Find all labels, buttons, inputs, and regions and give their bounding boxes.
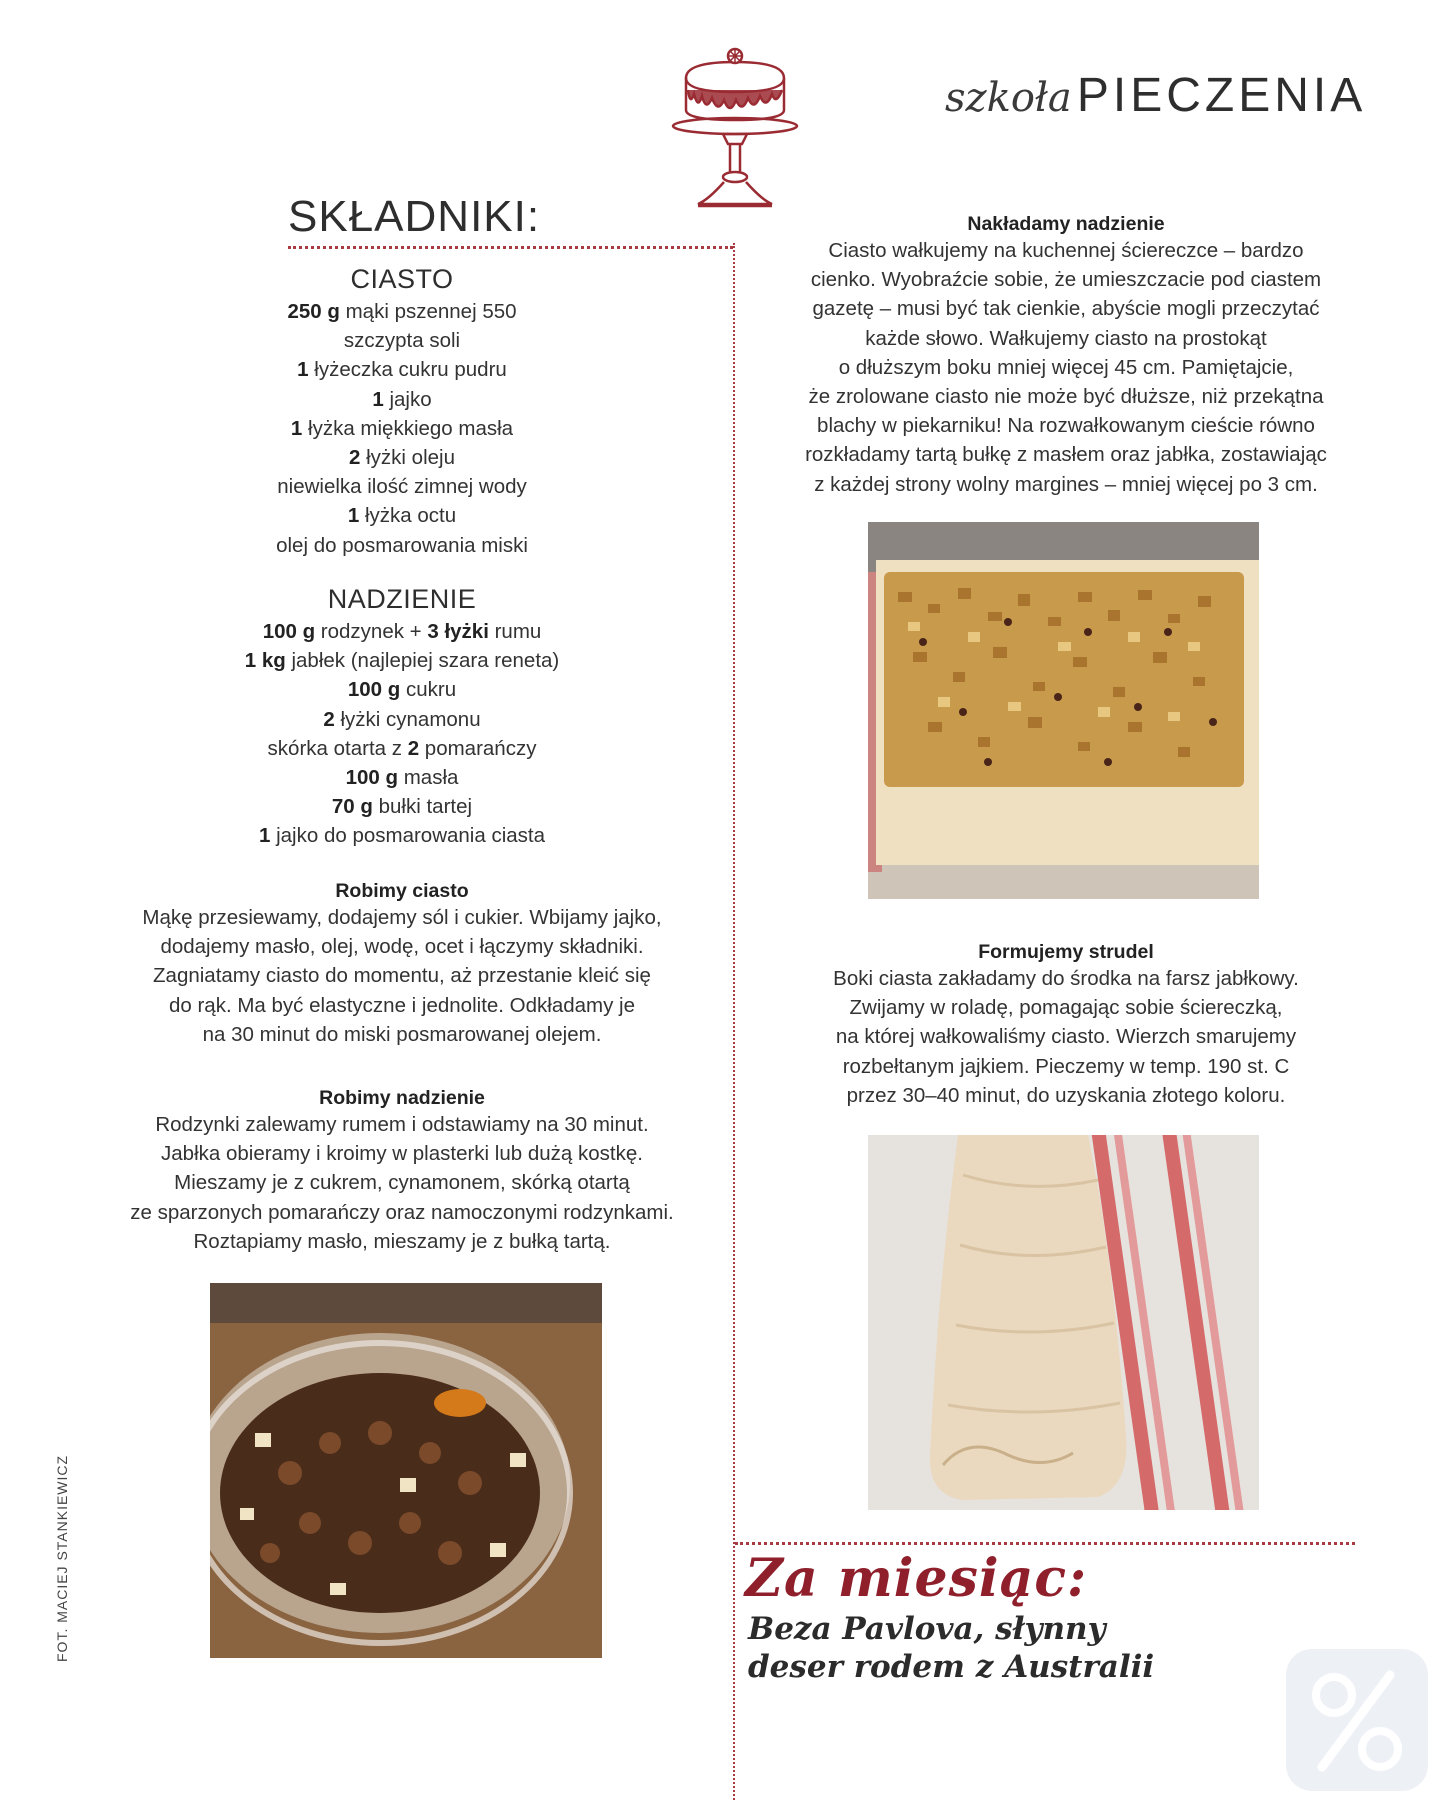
ingredient-item [150, 675, 654, 704]
ingredient-item [150, 501, 654, 530]
ingredients-divider [288, 246, 733, 249]
ingredient-amount: 1 [290, 416, 303, 440]
ingredient-name: jajko [383, 387, 432, 411]
cake-stand-icon [668, 40, 802, 212]
ingredient-name: olej do posmarowania miski [276, 533, 528, 557]
ingredient-item [150, 531, 654, 560]
ingredient-item [150, 763, 654, 792]
step-text [100, 903, 704, 1049]
step-line: przez 30–40 minut, do uzyskania złotego koloru. [846, 1083, 1286, 1107]
next-issue-subtitle [748, 1610, 1228, 1686]
step-line: dodajemy masło, olej, wodę, ocet i łączymy składniki. [160, 935, 644, 959]
step-title: Robimy ciasto [335, 880, 469, 902]
ingredient-amount: 1 [297, 358, 309, 382]
ingredient-amount: 2 [349, 446, 361, 470]
step-line: z każdej strony wolny margines – mniej więcej po 3 cm. [814, 472, 1318, 496]
ingredient-name: rumu [488, 620, 542, 643]
ingredient-item [150, 326, 654, 355]
step-line: rozbełtanym jajkiem. Pieczemy w temp. 190 st. C [842, 1054, 1290, 1078]
dough-title: CIASTO [350, 264, 454, 294]
step-roll [756, 941, 1376, 1110]
ingredient-amount: 1 [372, 387, 384, 411]
ingredient-amount: 2 [323, 707, 335, 731]
next-issue-line: deser rodem z Australii [748, 1649, 1155, 1685]
step-title: Robimy nadzienie [319, 1087, 485, 1109]
ingredient-item [150, 443, 654, 472]
ingredient-amount: 70 g [331, 795, 373, 819]
ingredient-amount: 1 [347, 504, 360, 528]
photo-filling-bowl [210, 1283, 602, 1658]
step-text [100, 1110, 704, 1256]
filling-title: NADZIENIE [327, 584, 477, 614]
ingredient-name: łyżka miękkiego masła [302, 416, 514, 440]
ingredient-name: skórka otarta z [267, 736, 408, 760]
ingredient-item [150, 792, 654, 821]
step-title: Formujemy strudel [978, 941, 1154, 963]
ingredient-name: łyżeczka cukru pudru [308, 358, 507, 382]
ingredient-name: łyżki cynamonu [334, 707, 481, 731]
percent-icon [1282, 1645, 1432, 1795]
step-line: każde słowo. Wałkujemy ciasto na prostokąt [865, 326, 1267, 350]
ingredient-name: łyżki oleju [360, 446, 455, 470]
ingredient-amount: 1 [258, 824, 271, 848]
ingredient-amount: 100 g [347, 678, 401, 702]
ingredient-amount: 1 kg [244, 649, 286, 673]
step-line: o dłuższym boku mniej więcej 45 cm. Pamiętajcie, [838, 355, 1294, 379]
ingredient-item [150, 617, 654, 646]
ingredient-amount: 250 g [287, 300, 340, 323]
ingredient-amount: 2 [407, 736, 420, 760]
ingredient-amount: 3 łyżki [427, 620, 489, 643]
next-issue-divider [735, 1542, 1355, 1545]
header-small-text: szkoła [945, 75, 1072, 121]
ingredient-name: masła [398, 766, 459, 790]
photo-credit: FOT. MACIEJ STANKIEWICZ [54, 1454, 70, 1662]
ingredient-name: pomarańczy [419, 736, 537, 760]
ingredient-item [150, 385, 654, 414]
photo-filling-on-dough [868, 522, 1259, 899]
step-line: na 30 minut do miski posmarowanej olejem. [202, 1022, 602, 1046]
step-line: blachy w piekarniku! Na rozwałkowanym cieście równo [817, 414, 1315, 438]
next-issue-title: Za miesiąc: [745, 1548, 1088, 1609]
ingredient-amount: 100 g [345, 766, 399, 790]
ingredient-name: rodzynek + [315, 620, 428, 643]
ingredient-item [150, 734, 654, 763]
step-filling [100, 1087, 704, 1256]
step-line: Jabłka obieramy i kroimy w plasterki lub dużą kostkę. [161, 1142, 643, 1166]
section-header [945, 68, 1385, 123]
ingredient-name: szczypta soli [343, 329, 461, 353]
photo-rolled-strudel [868, 1135, 1259, 1510]
step-line: Rodzynki zalewamy rumem i odstawiamy na 30 minut. [155, 1113, 649, 1136]
dough-list [150, 297, 654, 560]
ingredient-name: łyżka octu [359, 504, 457, 528]
filling-list [150, 617, 654, 851]
step-line: Zwijamy w roladę, pomagając sobie ściereczką, [849, 996, 1283, 1020]
step-line: Boki ciasta zakładamy do środka na farsz jabłkowy. [833, 967, 1299, 990]
filling-section [150, 584, 654, 851]
ingredient-amount: 100 g [262, 620, 316, 643]
ingredient-name: mąki pszennej 550 [339, 300, 517, 323]
ingredient-name: cukru [400, 678, 457, 702]
step-line: Mąkę przesiewamy, dodajemy sól i cukier. Wbijamy jajko, [142, 906, 662, 929]
ingredient-name: niewielka ilość zimnej wody [277, 475, 527, 499]
ingredient-item [150, 414, 654, 443]
ingredient-name: jajko do posmarowania ciasta [270, 824, 546, 848]
step-line: rozkładamy tartą bułkę z masłem oraz jabłka, zostawiając [805, 443, 1327, 467]
ingredient-item [150, 821, 654, 850]
step-spread [756, 213, 1376, 499]
vertical-divider [733, 243, 735, 1800]
ingredient-item [150, 705, 654, 734]
step-line: że zrolowane ciasto nie może być dłuższe, niż przekątna [808, 385, 1324, 409]
ingredient-name: bułki tartej [372, 795, 473, 819]
header-big-text: PIECZENIA [1076, 69, 1367, 122]
ingredients-title: SKŁADNIKI: [288, 192, 541, 241]
step-line: Roztapiamy masło, mieszamy je z bułką tartą. [193, 1229, 611, 1253]
step-text [756, 236, 1376, 499]
ingredient-name: jabłek (najlepiej szara reneta) [285, 649, 560, 673]
step-line: do rąk. Ma być elastyczne i jednolite. Odkładamy je [168, 993, 636, 1017]
step-line: ze sparzonych pomarańczy oraz namoczonymi rodzynkami. [130, 1200, 674, 1224]
dough-section [150, 264, 654, 560]
ingredient-item [150, 355, 654, 384]
ingredient-item [150, 472, 654, 501]
step-line: Mieszamy je z cukrem, cynamonem, skórką otartą [174, 1171, 630, 1195]
step-title: Nakładamy nadzienie [967, 213, 1165, 235]
step-line: gazetę – musi być tak cienkie, abyście mogli przeczytać [812, 297, 1320, 321]
ingredient-item [150, 646, 654, 675]
next-issue-line: Beza Pavlova, słynny [748, 1611, 1106, 1647]
step-line: Ciasto wałkujemy na kuchennej ściereczce – bardzo [828, 239, 1304, 262]
step-line: cienko. Wyobraźcie sobie, że umieszczacie pod ciastem [810, 268, 1322, 292]
step-text [756, 964, 1376, 1110]
step-line: na której wałkowaliśmy ciasto. Wierzch smarujemy [835, 1025, 1297, 1049]
step-dough [100, 880, 704, 1049]
step-line: Zagniatamy ciasto do momentu, aż przestanie kleić się [153, 964, 651, 988]
ingredient-item [150, 297, 654, 326]
